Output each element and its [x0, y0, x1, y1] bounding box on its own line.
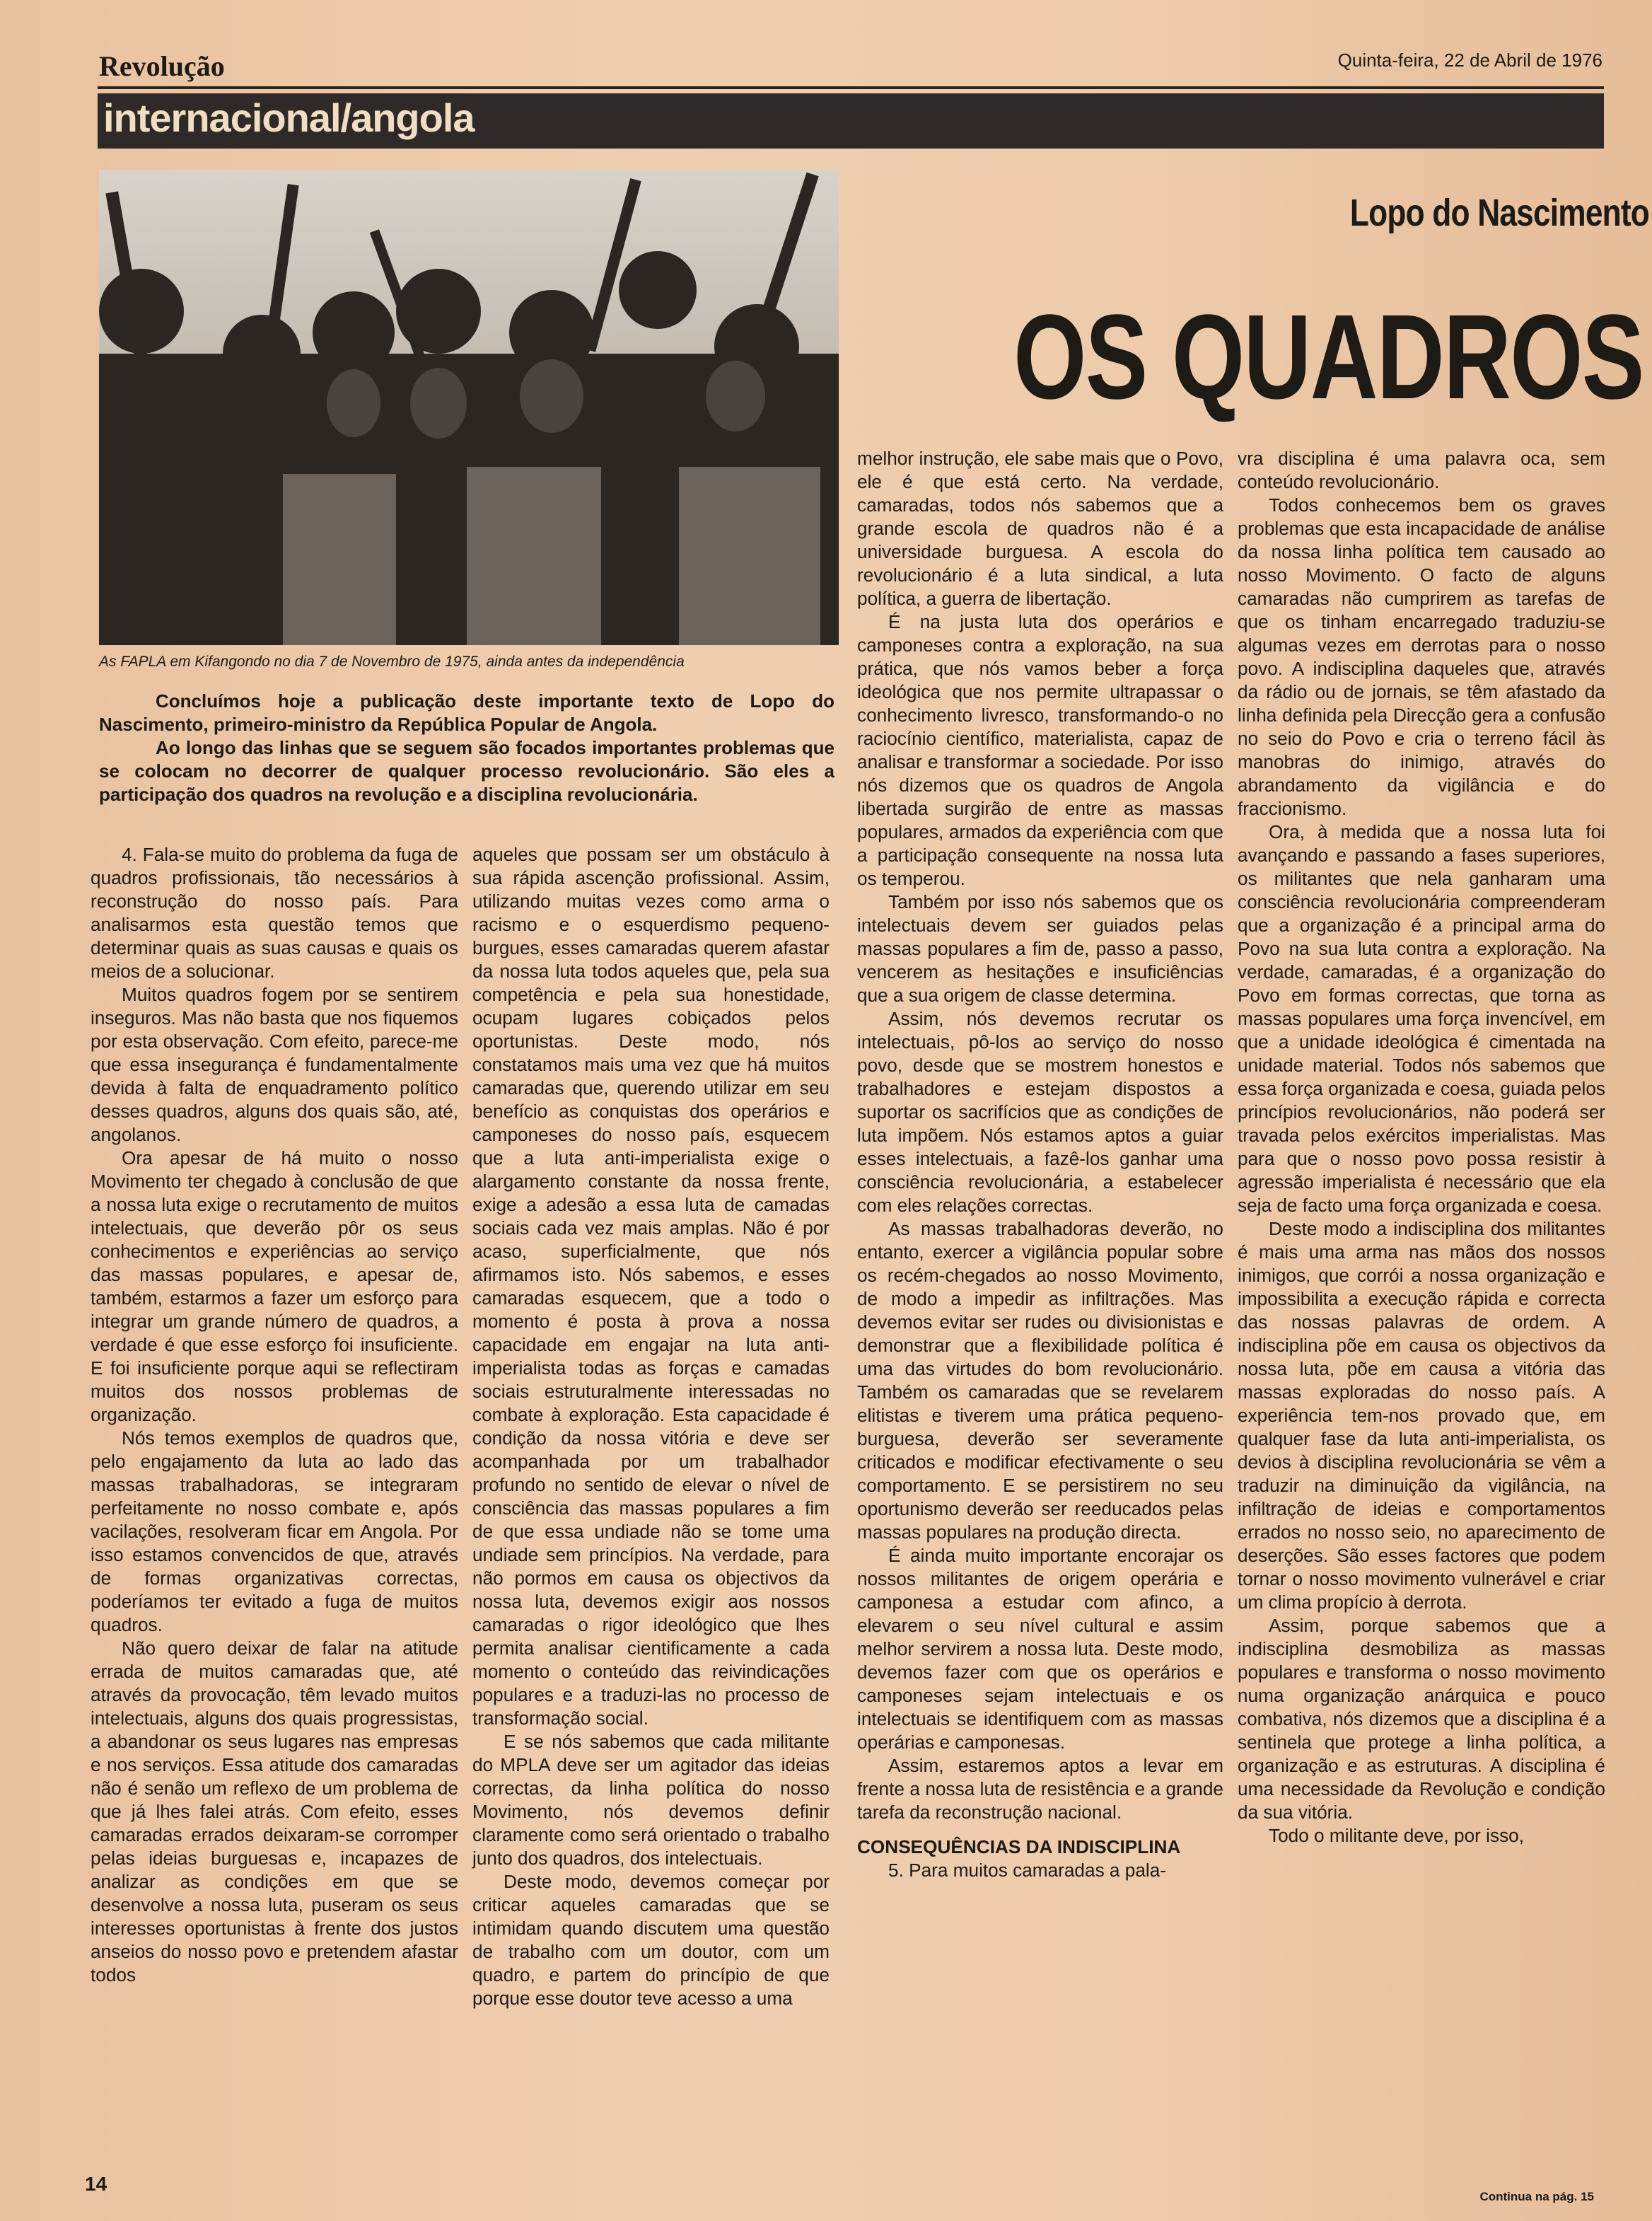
paragraph: É ainda muito importante encorajar os nossos militantes de origem operária e camponesa a estudar com afinco, a elevarem o seu nível cultural e assim melhor servirem a nossa luta. Deste modo, devemos fazer com que os operários e camponeses sejam intelectuais e os intelectuais se identifiquem com as massas operárias e camponesas.: [857, 1545, 1223, 1753]
article-column-3: [857, 447, 1223, 1882]
paragraph: vra disciplina é uma palavra oca, sem conteúdo revolucionário.: [1238, 448, 1605, 492]
paragraph: As massas trabalhadoras deverão, no entanto, exercer a vigilância popular sobre os recém-chegados ao nosso Movimento, de modo a impedir as infiltrações. Mas devemos evitar ser rudes ou divisionistas e demonstrar que a flexibilidade política é uma das virtudes do bom revolucionário. Também os camaradas que se revelarem elitistas e tiverem uma prática pequeno-burguesa, deverão ser severamente criticados e modificar efectivamente o seu comportamento. E se persistirem no seu oportunismo deverão ser reeducados pelas massas populares na produção directa.: [857, 1218, 1223, 1543]
paragraph: Também por isso nós sabemos que os intelectuais devem ser guiados pelas massas populares a fim de, passo a passo, vencerem as hesitações e insuficiências que a sua origem de classe determina.: [857, 891, 1223, 1006]
paragraph: Muitos quadros fogem por se sentirem inseguros. Mas não basta que nos fiquemos por esta observação. Com efeito, parece-me que essa insegurança é fundamentalmente devida à falta de enquadramento político desses quadros, alguns dos quais são, até, angolanos.: [91, 984, 458, 1145]
article-column-2: [472, 843, 830, 2010]
photo-caption: As FAPLA em Kifangondo no dia 7 de Novembro de 1975, ainda antes da independência: [99, 654, 685, 670]
section-banner: [98, 93, 1604, 149]
intro-paragraph: Concluímos hoje a publicação deste importante texto de Lopo do Nascimento, primeiro-ministro da República Popular de Angola.: [99, 690, 834, 735]
photo-illustration: [99, 170, 839, 645]
author-byline: Lopo do Nascimento: [1349, 192, 1649, 234]
paragraph: melhor instrução, ele sabe mais que o Povo, ele é que está certo. Na verdade, camaradas, todos nós sabemos que a grande escola de quadros não é a universidade burguesa. A escola do revolucionário é a luta sindical, a luta política, a guerra de libertação.: [857, 448, 1223, 609]
paragraph: Deste modo a indisciplina dos militantes é mais uma arma nas mãos dos nossos inimigos, que corrói a nossa organização e impossibilita a execução rápida e correcta das nossas palavras de ordem. A indisciplina põe em causa os objectivos da nossa luta, põe em causa a vitória das massas exploradas do nosso país. A experiência tem-nos provado que, em qualquer fase da luta anti-imperialista, os devios à disciplina revolucionária se vêm a traduzir na diminuição da vigilância, na infiltração de ideias e comportamentos errados no nosso seio, no aparecimento de deserções. São esses factores que podem tornar o nosso movimento vulnerável e criar um clima propício à derrota.: [1238, 1218, 1605, 1613]
paragraph: Deste modo, devemos começar por criticar aqueles camaradas que se intimidam quando discutem uma questão de trabalho com um doutor, com um quadro, e partem do princípio de que porque esse doutor teve acesso a uma: [472, 1871, 830, 2009]
photo-fapla-soldiers: [99, 170, 839, 645]
dateline: Quinta-feira, 22 de Abril de 1976: [1337, 50, 1602, 71]
paragraph: Ora, à medida que a nossa luta foi avançando e passando a fases superiores, os militantes que nela ganharam uma consciência revolucionária compreenderam que a organização é a principal arma do Povo na sua luta contra a exploração. Na verdade, camaradas, é a organização do Povo em formas correctas, que torna as massas populares uma força invencível, em que a unidade ideológica é cimentada na unidade material. Todos nós sabemos que essa força organizada e coesa, guiada pelos princípios revolucionários, não poderá ser travada pelos exércitos imperialistas. Mas para que o nosso povo possa resistir à agressão imperialista é necessário que ela seja de facto uma força organizada e coesa.: [1238, 821, 1605, 1216]
paragraph: Assim, estaremos aptos a levar em frente a nossa luta de resistência e a grande tarefa da reconstrução nacional.: [857, 1755, 1223, 1823]
header-rule: [98, 86, 1604, 89]
article-column-1: [91, 843, 458, 1987]
masthead: Revolução: [99, 50, 225, 82]
paragraph: E se nós sabemos que cada militante do MPLA deve ser um agitador das ideias correctas, da linha política do nosso Movimento, nós devemos definir claramente como será orientado o trabalho junto dos quadros, dos intelectuais.: [472, 1731, 830, 1869]
paragraph: Ora apesar de há muito o nosso Movimento ter chegado à conclusão de que a nossa luta exige o recrutamento de muitos intelectuais, que deverão pôr os seus conhecimentos e experiências ao serviço das massas populares, e apesar de, também, estarmos a fazer um esforço para integrar um grande número de quadros, a verdade é que esse esforço foi insuficiente. E foi insuficiente porque aqui se reflectiram muitos dos nossos problemas de organização.: [91, 1147, 458, 1425]
paragraph: aqueles que possam ser um obstáculo à sua rápida ascenção profissional. Assim, utilizando muitas vezes como arma o racismo e o esquerdismo pequeno-burgues, esses camaradas querem afastar da nossa luta todos aqueles que, pela sua competência e pela sua honestidade, ocupam lugares cobiçados pelos oportunistas. Deste modo, nós constatamos mais uma vez que há muitos camaradas que, querendo utilizar em seu benefício as conquistas dos operários e camponeses do nosso país, esquecem que a luta anti-imperialista exige o alargamento constante da nossa frente, exige a adesão a essa luta de camadas sociais cada vez mais amplas. Não é por acaso, superficialmente, que nós afirmamos isto. Nós sabemos, e esses camaradas esquecem, que a todo o momento é posta à prova a nossa capacidade em engajar na luta anti-imperialista todas as forças e camadas sociais estruturalmente interessadas no combate à exploração. Esta capacidade é condição da nossa vitória e deve ser acompanhada por um trabalhador profundo no sentido de elevar o nível de consciência das massas populares a fim de que essa undiade não se tome uma undiade sem princípios. Na verdade, para não pormos em causa os objectivos da nossa luta, devemos exigir aos nossos camaradas o rigor ideológico que lhes permita analisar cientificamente a cada momento o conteúdo das reivindicações populares e a traduzi-las no processo de transformação social.: [472, 844, 830, 1729]
intro-paragraph: Ao longo das linhas que se seguem são focados importantes problemas que se colocam no decorrer de qualquer processo revolucionário. São eles a participação dos quadros na revolução e a disciplina revolucionária.: [99, 737, 834, 805]
subheading: CONSEQUÊNCIAS DA INDISCIPLINA: [857, 1836, 1181, 1857]
paragraph: Nós temos exemplos de quadros que, pelo engajamento da luta ao lado das massas trabalhadoras, se integraram perfeitamente no nosso combate e, após vacilações, resolveram ficar em Angola. Por isso estamos convencidos de que, através de formas organizativas correctas, poderíamos ter evitado a fuga de muitos quadros.: [91, 1427, 458, 1635]
article-column-4: [1238, 447, 1605, 1848]
continued-note: Continua na pág. 15: [1479, 2190, 1594, 2203]
headline: OS QUADROS: [1013, 290, 1644, 424]
paragraph: 4. Fala-se muito do problema da fuga de quadros profissionais, tão necessários à reconstrução do nosso país. Para analisarmos esta questão temos que determinar quais as suas causas e quais os meios de a solucionar.: [91, 844, 458, 982]
page-number: 14: [85, 2173, 107, 2195]
paragraph: 5. Para muitos camaradas a pala-: [888, 1860, 1167, 1881]
section-title: internacional/angola: [103, 95, 475, 140]
paragraph: Todos conhecemos bem os graves problemas que esta incapacidade de análise da nossa linha política tem causado ao nosso Movimento. O facto de alguns camaradas não cumprirem as tarefas de que os tinham encarregado traduziu-se algumas vezes em derrotas para o nosso povo. A indisciplina daqueles que, através da rádio ou de jornais, se têm afastado da linha definida pela Direcção gera a confusão no seio do Povo e cria o terreno fácil às manobras do inimigo, através do abrandamento da vigilância e do fraccionismo.: [1238, 494, 1605, 819]
intro-lead: [99, 690, 834, 806]
paragraph: Assim, nós devemos recrutar os intelectuais, pô-los ao serviço do nosso povo, desde que se mostrem honestos e trabalhadores e estejam dispostos a suportar os sacrifícios que as condições de luta impõem. Nós estamos aptos a guiar esses intelectuais, a fazê-los ganhar uma consciência revolucionária, a estabelecer com eles relações correctas.: [857, 1008, 1223, 1216]
paragraph: Todo o militante deve, por isso,: [1269, 1825, 1524, 1846]
paragraph: Assim, porque sabemos que a indisciplina desmobiliza as massas populares e transforma o nosso movimento numa organização anárquica e pouco combativa, nós dizemos que a disciplina é a sentinela que protege a linha política, a organização e as estruturas. A disciplina é uma necessidade da Revolução e condição da sua vitória.: [1238, 1615, 1605, 1823]
paragraph: Não quero deixar de falar na atitude errada de muitos camaradas que, até através da provocação, têm levado muitos intelectuais, alguns dos quais progressistas, a abandonar os seus lugares nas empresas e nos serviços. Essa atitude dos camaradas não é senão um reflexo de um problema de que já lhes falei atrás. Com efeito, esses camaradas errados deixaram-se corromper pelas ideias burguesas e, incapazes de analizar as condições em que se desenvolve a nossa luta, puseram os seus interesses oportunistas à frente dos justos anseios do nosso povo e pretendem afastar todos: [91, 1637, 458, 1985]
paragraph: É na justa luta dos operários e camponeses contra a exploração, na sua prática, que nós vamos beber a força ideológica que nos permite ultrapassar o conhecimento livresco, transformando-o no raciocínio científico, materialista, capaz de analisar e transformar a sociedade. Por isso nós dizemos que os quadros de Angola libertada surgirão de entre as massas populares, armados da experiência com que a participação consequente na nossa luta os temperou.: [857, 611, 1223, 889]
